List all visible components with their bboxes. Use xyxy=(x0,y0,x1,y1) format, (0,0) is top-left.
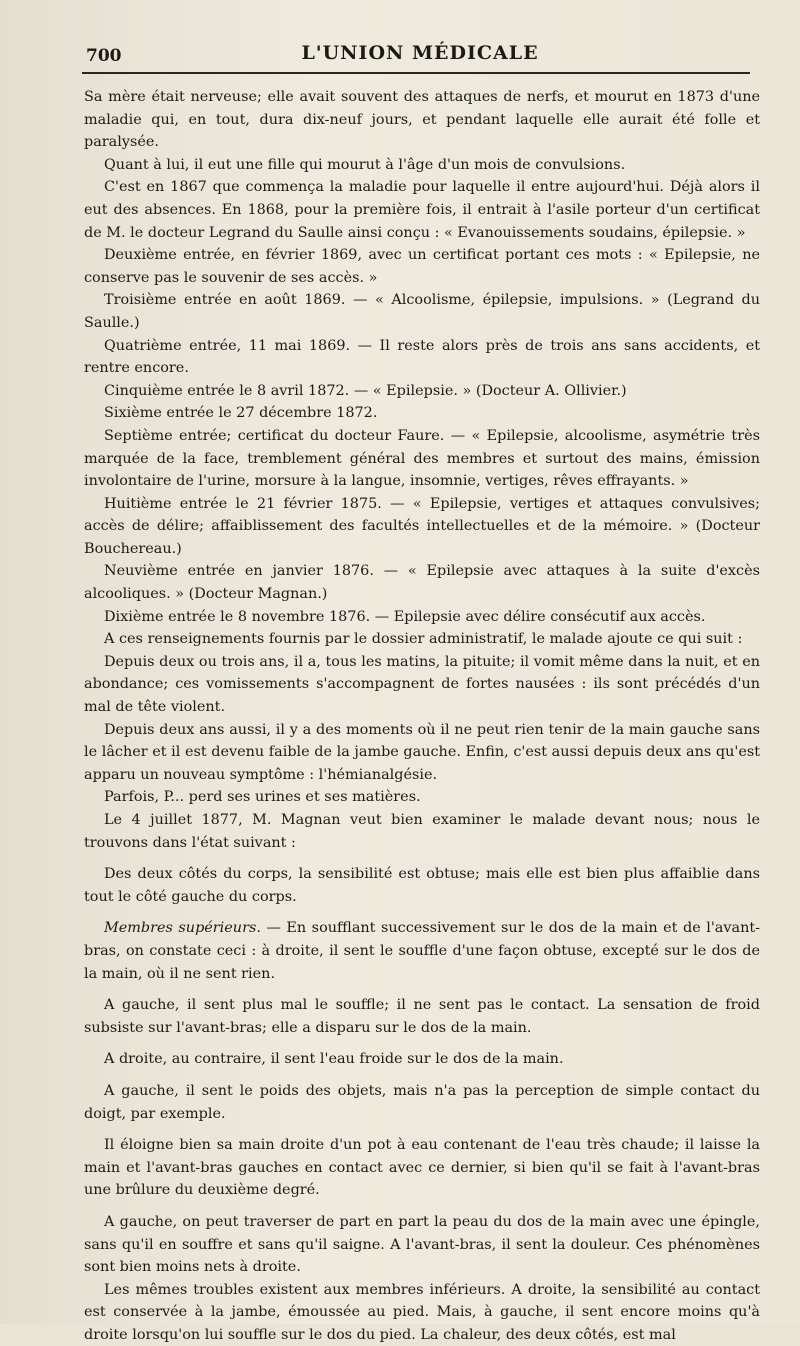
paragraph: Le 4 juillet 1877, M. Magnan veut bien examiner le malade devant nous; nous le trouvons dans l'état suivant : xyxy=(84,812,760,851)
paragraph: Quant à lui, il eut une fille qui mourut à l'âge d'un mois de convulsions. xyxy=(104,156,626,173)
paragraph: Sa mère était nerveuse; elle avait souvent des attaques de nerfs, et mourut en 1873 d'une maladie qui, en tout, dura dix-neuf jours, et pendant laquelle elle aurait été folle et paralysée. xyxy=(84,89,760,151)
paragraph: Huitième entrée le 21 février 1875. — « Epilepsie, vertiges et attaques convulsives; accès de délire; affaiblissement des facultés intellectuelles et de la mémoire. » (Docteur Bouchereau.) xyxy=(84,495,760,557)
paragraph: Il éloigne bien sa main droite d'un pot à eau contenant de l'eau très chaude; il laisse la main et l'avant-bras gauches en contact avec ce dernier, si bien qu'il se fait à l'avant-bras une brûlure du deuxième degré. xyxy=(84,1137,760,1199)
paragraph: Quatrième entrée, 11 mai 1869. — Il reste alors près de trois ans sans accidents, et rentre encore. xyxy=(84,337,760,377)
paragraph: A gauche, il sent le poids des objets, mais n'a pas la perception de simple contact du doigt, par exemple. xyxy=(84,1082,760,1122)
paragraph: Dixième entrée le 8 novembre 1876. — Epilepsie avec délire consécutif aux accès. xyxy=(104,608,706,625)
paragraph: A gauche, on peut traverser de part en part la peau du dos de la main avec une épingle, sans qu'il en souffre et sans qu'il saigne. A l'avant-bras, il sent la douleur. Ces phénomènes sont bien moins nets à droite. xyxy=(84,1213,760,1276)
paragraph: A ces renseignements fournis par le dossier administratif, le malade ajoute ce qui suit : xyxy=(104,631,743,648)
paragraph: C'est en 1867 que commença la maladie pour laquelle il entre aujourd'hui. Déjà alors il eut des absences. En 1868, pour la première fois, il entrait à l'asile porteur d'un certificat de M. le docteur Legrand du Saulle ainsi conçu : « Evanouissements soudains, épilepsie. » xyxy=(84,179,760,241)
section-lead-text: — En soufflant successivement sur le dos de la main et de l'avant-bras, on constate ceci : à droite, il sent le souffle d'une façon obtuse, excepté sur le dos de la main, où il ne sent rien. xyxy=(84,920,761,982)
paragraph: Parfois, P... perd ses urines et ses matières. xyxy=(104,789,421,806)
section-heading: Membres supérieurs. xyxy=(104,920,261,937)
running-title: L'UNION MÉDICALE xyxy=(301,42,539,64)
section-paragraph xyxy=(84,917,760,985)
paragraph: Cinquième entrée le 8 avril 1872. — « Epilepsie. » (Docteur A. Ollivier.) xyxy=(104,382,627,399)
paragraph: A gauche, il sent plus mal le souffle; il ne sent pas le contact. La sensation de froid subsiste sur l'avant-bras; elle a disparu sur le dos de la main. xyxy=(84,997,760,1036)
paragraph: Deuxième entrée, en février 1869, avec un certificat portant ces mots : « Epilepsie, ne conserve pas le souvenir de ses accès. » xyxy=(84,247,760,286)
paragraph: A droite, au contraire, il sent l'eau froide sur le dos de la main. xyxy=(104,1051,564,1068)
page-header xyxy=(80,38,760,68)
paragraph: Septième entrée; certificat du docteur Faure. — « Epilepsie, alcoolisme, asymétrie très marquée de la face, tremblement général des membres et surtout des mains, émission involontaire de l'urine, morsure à la langue, insomnie, vertiges, rêves effrayants. » xyxy=(84,427,760,490)
paragraph: Depuis deux ou trois ans, il a, tous les matins, la pituite; il vomit même dans la nuit, et en abondance; ces vomissements s'accompagnent de fortes nausées : ils sont précédés d'un mal de tête violent. xyxy=(84,653,760,716)
page-number: 700 xyxy=(86,46,122,66)
paragraph: Sixième entrée le 27 décembre 1872. xyxy=(104,405,378,422)
paragraph: Les mêmes troubles existent aux membres inférieurs. A droite, la sensibilité au contact est conservée à la jambe, émoussée au pied. Mais, à gauche, il sent encore moins qu'à droite lorsqu'on lui souffle sur le dos du pied. La chaleur, des deux côtés, est mal xyxy=(84,1281,760,1343)
header-rule xyxy=(82,72,750,74)
text-body xyxy=(84,86,760,1346)
paragraph: Des deux côtés du corps, la sensibilité est obtuse; mais elle est bien plus affaiblie dans tout le côté gauche du corps. xyxy=(84,866,760,905)
paragraph: Depuis deux ans aussi, il y a des moments où il ne peut rien tenir de la main gauche sans le lâcher et il est devenu faible de la jambe gauche. Enfin, c'est aussi depuis deux ans qu'est apparu un nouveau symptôme : l'hémianalgésie. xyxy=(84,721,760,783)
paragraph: Neuvième entrée en janvier 1876. — « Epilepsie avec attaques à la suite d'excès alcooliques. » (Docteur Magnan.) xyxy=(84,563,760,603)
paragraph: Troisième entrée en août 1869. — « Alcoolisme, épilepsie, impulsions. » (Legrand du Saulle.) xyxy=(84,292,760,331)
